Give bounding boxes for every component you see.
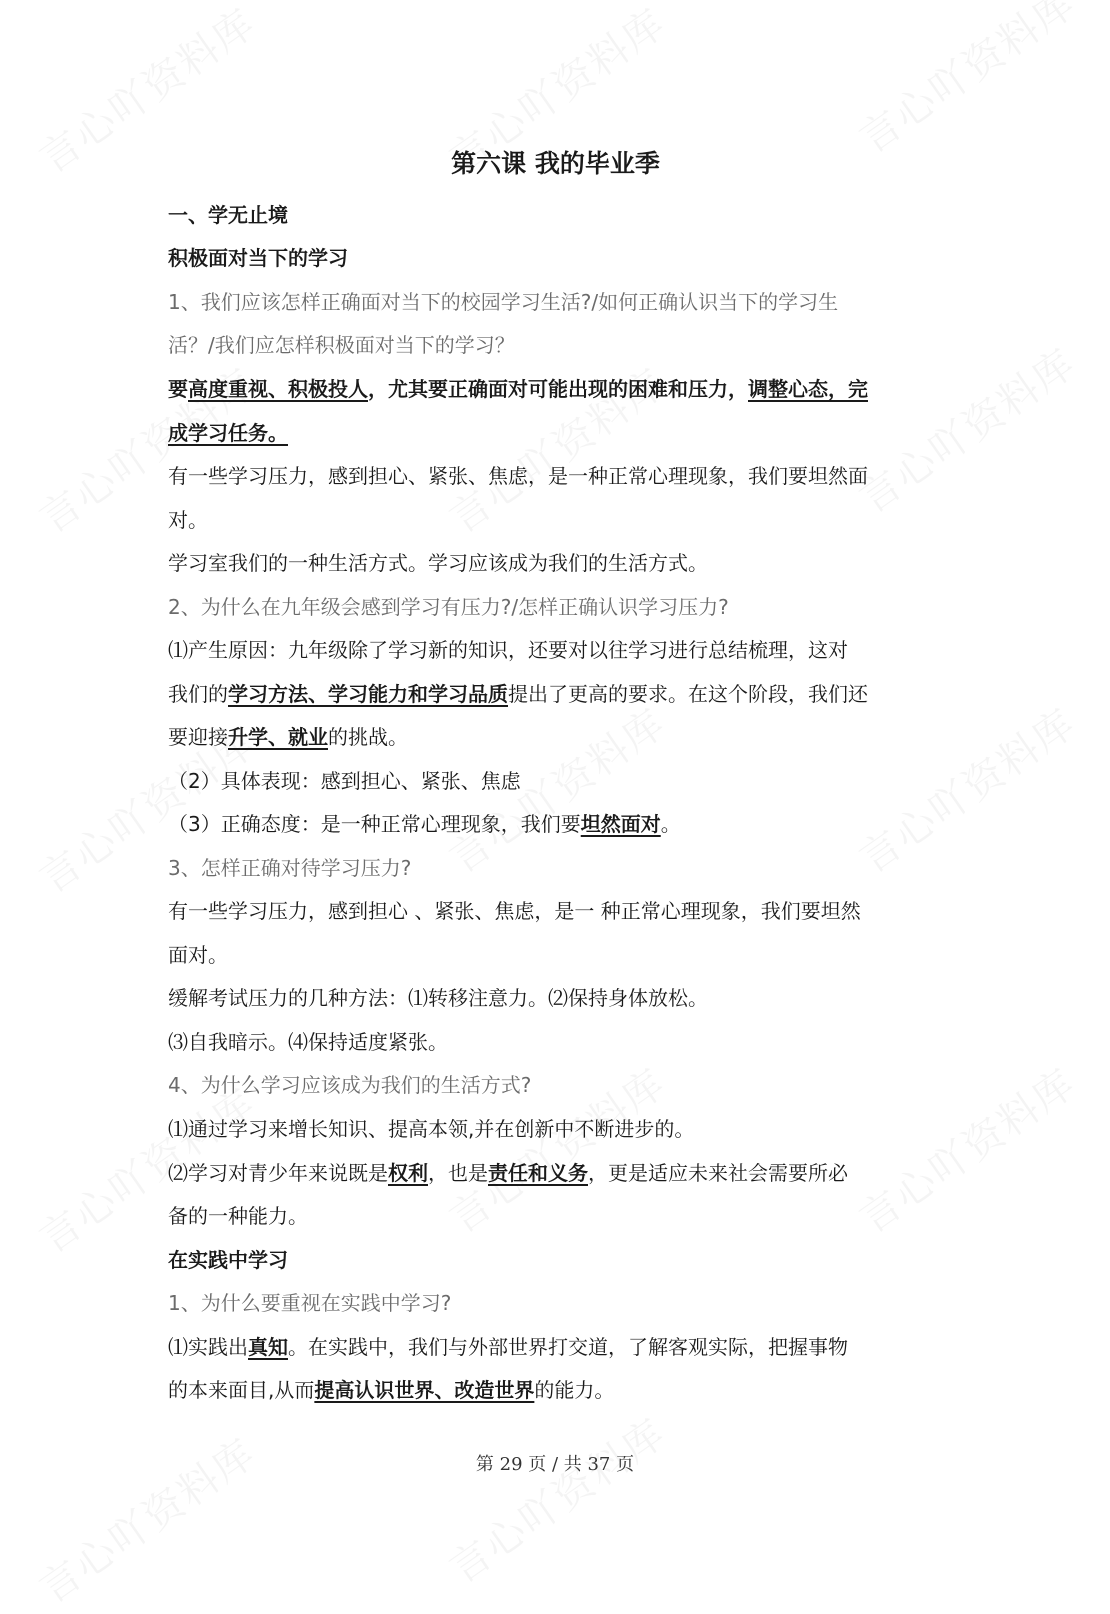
text-span: 提出了更高的要求。在这个阶段，我们还 <box>508 682 868 706</box>
key-term: 提高认识世界、改造世界 <box>314 1378 535 1402</box>
answer-text: 缓解考试压力的几种方法：⑴转移注意力。⑵保持身体放松。 <box>168 986 708 1010</box>
key-term: 责任和义务 <box>488 1161 588 1185</box>
text-span: 的本来面目,从而 <box>168 1378 315 1402</box>
key-term: 成学习任务。 <box>168 421 288 445</box>
text-span: 的能力。 <box>534 1378 615 1402</box>
text-span: ，尤其要正确面对可能出现的困难和压力， <box>368 377 748 401</box>
text-span: 。在实践中，我们与外部世界打交道，了解客观实际，把握事物 <box>288 1335 848 1359</box>
answer-text <box>168 418 958 448</box>
text-span: ⑵学习对青少年来说既是 <box>168 1161 388 1185</box>
answer-text: ⑶自我暗示。⑷保持适度紧张。 <box>168 1030 448 1054</box>
question-text: 1、为什么要重视在实践中学习? <box>168 1291 452 1315</box>
text-span: 我们的 <box>168 682 228 706</box>
question-text: 3、怎样正确对待学习压力? <box>168 856 412 880</box>
answer-text <box>168 722 958 752</box>
answer-text: 面对。 <box>168 943 228 967</box>
answer-text: ⑴通过学习来增长知识、提高本领,并在创新中不断进步的。 <box>168 1117 695 1141</box>
answer-text: ⑴产生原因：九年级除了学习新的知识，还要对以往学习进行总结梳理，这对 <box>168 638 848 662</box>
answer-text: 备的一种能力。 <box>168 1204 308 1228</box>
page-title: 第六课 我的毕业季 <box>451 149 660 178</box>
answer-text: 对。 <box>168 508 208 532</box>
key-term: 坦然面对 <box>580 812 661 836</box>
text-span: （3）正确态度：是一种正常心理现象，我们要 <box>168 812 581 836</box>
text-span: 的挑战。 <box>328 725 408 749</box>
key-term: 调整心态，完 <box>748 377 868 401</box>
key-term: 高度重视、积极投人 <box>188 377 368 401</box>
answer-text <box>168 1332 958 1362</box>
answer-text <box>168 374 958 404</box>
text-span: ，也是 <box>428 1161 488 1185</box>
text-span: 。 <box>660 812 681 836</box>
question-text: 2、为什么在九年级会感到学习有压力?/怎样正确认识学习压力? <box>168 595 729 619</box>
key-term: 权利 <box>388 1161 428 1185</box>
answer-text <box>168 1158 958 1188</box>
section-heading: 一、学无止境 <box>168 203 288 227</box>
text-span: 要 <box>168 377 188 401</box>
question-text: 活？/我们应怎样积极面对当下的学习？ <box>168 333 515 357</box>
answer-text <box>168 809 958 839</box>
key-term: 学习方法、学习能力和学习品质 <box>228 682 508 706</box>
key-term: 真知 <box>248 1335 288 1359</box>
watermark <box>846 0 1085 164</box>
question-text: 1、我们应该怎样正确面对当下的校园学习生活?/如何正确认识当下的学习生 <box>168 290 839 314</box>
answer-text: 有一些学习压力，感到担心 、紧张、焦虑，是一 种正常心理现象，我们要坦然 <box>168 899 861 923</box>
subheading: 积极面对当下的学习 <box>168 246 348 270</box>
answer-text <box>168 679 958 709</box>
answer-text: 有一些学习压力，感到担心、紧张、焦虑，是一种正常心理现象，我们要坦然面 <box>168 464 868 488</box>
page-number-footer: 第 29 页 / 共 37 页 <box>475 1454 635 1475</box>
watermark <box>436 1403 675 1594</box>
text-span: ，更是适应未来社会需要所必 <box>588 1161 848 1185</box>
answer-text: （2）具体表现：感到担心、紧张、焦虑 <box>168 769 521 793</box>
answer-text: 学习室我们的一种生活方式。学习应该成为我们的生活方式。 <box>168 551 708 575</box>
answer-text <box>168 1375 958 1405</box>
subheading: 在实践中学习 <box>168 1248 288 1272</box>
key-term: 升学、就业 <box>228 725 328 749</box>
question-text: 4、为什么学习应该成为我们的生活方式? <box>168 1073 532 1097</box>
text-span: ⑴实践出 <box>168 1335 248 1359</box>
text-span: 要迎接 <box>168 725 228 749</box>
